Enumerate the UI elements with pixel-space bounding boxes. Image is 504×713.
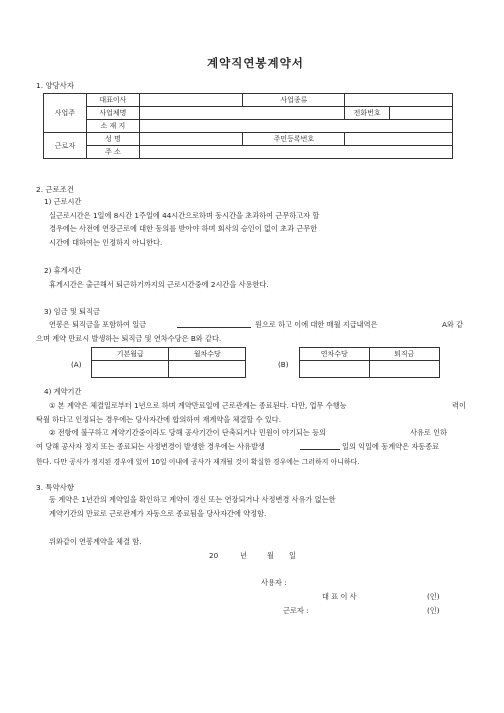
parties-table: [43, 93, 453, 159]
contract-period-line2: 탁월 하다고 인정되는 경우에는 당사자간에 합의하여 재계약을 체결할 수 있다.: [36, 415, 282, 424]
contract-period-line3a: ② 전항에 불구하고 계약기간중이라도 당해 공사기간이 단축되거나 민원이 야기되는 등의: [49, 428, 326, 437]
special-line2: 계약기간의 만료로 근로관계가 자동으로 종료됨을 당사자간에 약정함.: [49, 509, 267, 518]
document-title: 계약직연봉계약서: [207, 56, 304, 70]
location-value[interactable]: [139, 120, 452, 133]
wage-line1-part2: 원으로 하고 이에 대한 매월 지급내역은: [255, 320, 378, 329]
date-month-unit: 월: [267, 551, 274, 560]
break-time-line1: 휴게시간은 출근해서 퇴근하기까지의 근로시간중에 2시간을 사용한다.: [49, 280, 269, 289]
severance-pay-header: 퇴직금: [369, 348, 440, 361]
biz-type-label: 사업종류: [243, 94, 345, 107]
date-day-unit: 일: [289, 551, 296, 560]
monthly-allowance-header: 월차수당: [169, 348, 246, 361]
termination-days-blank[interactable]: [300, 442, 340, 452]
contract-period-line1a: ① 본 계약은 체결일로부터 1년으로 하며 계약만료일에 근로관계는 종료된다. 다만, 업무 수행능: [49, 401, 347, 410]
worker-seal: (인): [427, 606, 440, 615]
contract-period-line4a: 여 당해 공사자 정지 또는 종료되는 사정변경이 발생한 경우에는 사유발생: [36, 442, 265, 451]
worker-label: 근로자: [44, 133, 87, 159]
biz-name-label: 사업체명: [86, 107, 139, 120]
work-hours-line1: 실근로시간은 1일에 8시간 1주일에 44시간으로하며 동시간을 초과하여 근무하고자 할: [49, 211, 320, 220]
date-year-prefix: 20: [209, 551, 219, 560]
section-parties-heading: 1. 양당사자: [36, 81, 74, 90]
work-hours-line2: 경우에는 사전에 연장근로에 대한 동의를 받아야 하며 회사의 승인이 없이 초과 근무한: [49, 224, 318, 233]
biz-type-value[interactable]: [345, 94, 453, 107]
table-a-label: (A): [71, 360, 82, 369]
ceo-label: 대 표 이 사: [322, 592, 357, 601]
section-special-heading: 3. 특약사항: [36, 483, 74, 492]
closing-statement: 위와같이 연봉계약을 체결 함.: [49, 537, 142, 546]
table-a: [91, 347, 246, 378]
employer-sign-label: 사용자 :: [261, 578, 287, 587]
salary-amount-blank[interactable]: [177, 320, 251, 330]
employer-label: 사업주: [44, 94, 87, 133]
employer-seal: (인): [427, 592, 440, 601]
table-b-label: (B): [278, 360, 289, 369]
special-line1: 동 계약은 1년간의 계약일을 확인하고 계약이 갱신 또는 연장되거나 사정변경 사유가 없는한: [49, 495, 336, 504]
wage-line1-part1: 연봉은 퇴직금을 포함하여 일금: [49, 320, 147, 329]
contract-period-line5: 한다. 다만 공사가 정지된 경우에 있어 10일 이내에 공사가 재개될 것이 확실한 경우에는 그러하지 아니하다.: [36, 458, 360, 466]
annual-leave-allowance-cell[interactable]: [300, 361, 370, 378]
address-label: 주 소: [86, 146, 139, 159]
rep-label: 대표이사: [86, 94, 139, 107]
wage-line1-part3: A와 같: [442, 320, 464, 329]
annual-leave-allowance-header: 연차수당: [300, 348, 370, 361]
contract-period-line1b: 력이: [452, 401, 466, 410]
name-value[interactable]: [139, 133, 243, 146]
work-hours-line3: 시간에 대하여는 인정하지 아니한다.: [49, 238, 163, 247]
base-salary-cell[interactable]: [92, 361, 169, 378]
address-value[interactable]: [139, 146, 452, 159]
resident-no-label: 주민등록번호: [243, 133, 345, 146]
phone-label: 전화번호: [345, 107, 390, 120]
biz-name-value[interactable]: [139, 107, 344, 120]
location-label: 소 재 지: [86, 120, 139, 133]
worker-sign-label: 근로자 :: [283, 606, 309, 615]
contract-period-line4b: 일의 익일에 동계약은 자동종료: [342, 442, 440, 451]
contract-period-title: 4) 계약기간: [44, 387, 82, 396]
work-hours-title: 1) 근로시간: [44, 197, 82, 206]
date-year-unit: 년: [240, 551, 247, 560]
section-conditions-heading: 2. 근로조건: [36, 185, 74, 194]
table-b: [299, 347, 440, 378]
break-time-title: 2) 휴게시간: [44, 266, 82, 275]
rep-value[interactable]: [139, 94, 243, 107]
phone-value[interactable]: [390, 107, 453, 120]
severance-pay-cell[interactable]: [369, 361, 440, 378]
resident-no-value[interactable]: [345, 133, 453, 146]
name-label: 성 명: [86, 133, 139, 146]
wage-line2: 으며 계약 만료시 발생하는 퇴직금 및 연차수당은 B와 같다.: [36, 334, 222, 343]
contract-period-line3b: 사유로 인하: [410, 428, 448, 437]
monthly-allowance-cell[interactable]: [169, 361, 246, 378]
wage-title: 3) 임금 및 퇴직금: [44, 307, 100, 316]
base-salary-header: 기본월급: [92, 348, 169, 361]
